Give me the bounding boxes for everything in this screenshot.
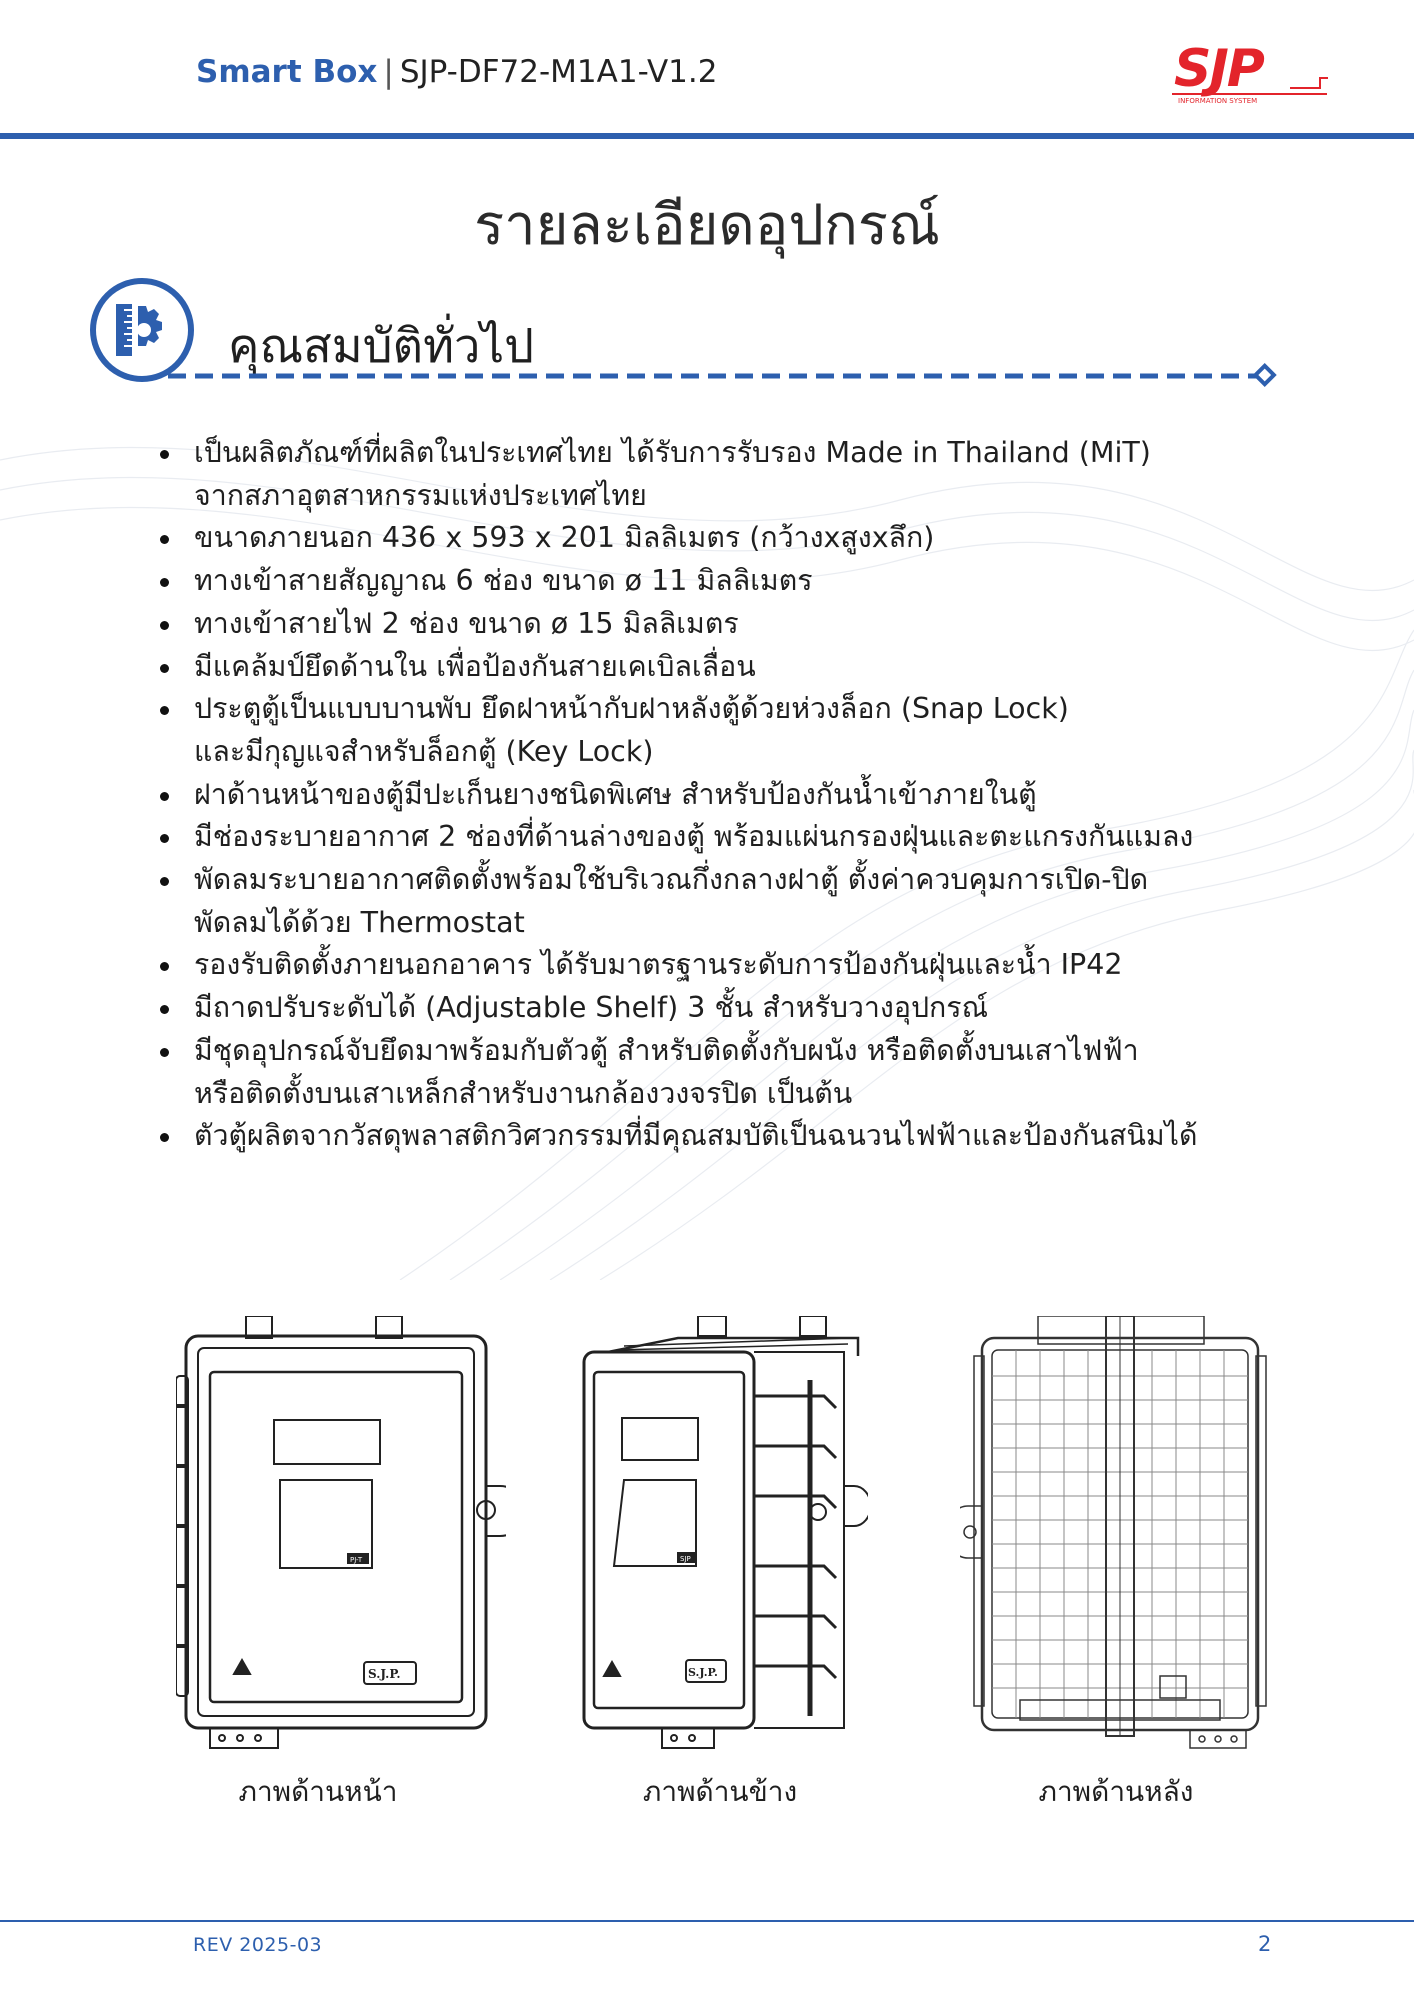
- feature-text: ประตูตู้เป็นแบบบานพับ ยึดฝาหน้ากับฝาหลังตู้ด้วยห่วงล็อก (Snap Lock): [194, 692, 1069, 726]
- section-divider: [168, 362, 1280, 390]
- logo-subtext: INFORMATION SYSTEM: [1178, 97, 1258, 105]
- feature-text: ทางเข้าสายสัญญาณ 6 ช่อง ขนาด ø 11 มิลลิเมตร: [194, 564, 813, 598]
- feature-text: พัดลมระบายอากาศติดตั้งพร้อมใช้บริเวณกึ่งกลางฝาตู้ ตั้งค่าควบคุมการเปิด-ปิด: [194, 863, 1149, 897]
- list-item: [158, 603, 1298, 646]
- side-view-caption: ภาพด้านข้าง: [642, 1775, 798, 1808]
- list-item: [158, 517, 1298, 560]
- side-brand-badge: S.J.P.: [688, 1666, 718, 1679]
- feature-text: เป็นผลิตภัณฑ์ที่ผลิตในประเทศไทย ได้รับการรับรอง Made in Thailand (MiT): [194, 436, 1151, 469]
- back-view-caption: ภาพด้านหลัง: [1038, 1775, 1194, 1808]
- feature-text: ขนาดภายนอก 436 x 593 x 201 มิลลิเมตร (กว้างxสูงxลึก): [194, 521, 935, 555]
- feature-text: และมีกุญแจสำหรับล็อกตู้ (Key Lock): [194, 734, 654, 768]
- list-item: [158, 560, 1298, 603]
- model-number: SJP-DF72-M1A1-V1.2: [399, 54, 718, 90]
- feature-text: ตัวตู้ผลิตจากวัสดุพลาสติกวิศวกรรมที่มีคุณสมบัติเป็นฉนวนไฟฟ้าและป้องกันสนิมได้: [194, 1119, 1198, 1153]
- front-view-drawing: [176, 1316, 506, 1756]
- feature-text: รองรับติดตั้งภายนอกอาคาร ได้รับมาตรฐานระดับการป้องกันฝุ่นและน้ำ IP42: [194, 948, 1123, 982]
- list-item: [158, 987, 1298, 1030]
- list-item: [158, 944, 1298, 987]
- front-view-caption: ภาพด้านหน้า: [238, 1775, 398, 1808]
- header-rule: [0, 133, 1414, 139]
- logo-text: SJP: [1174, 40, 1263, 99]
- list-item: [158, 774, 1298, 817]
- feature-text: จากสภาอุตสาหกรรมแห่งประเทศไทย: [194, 478, 647, 512]
- front-brand-badge: S.J.P.: [368, 1667, 401, 1681]
- sjp-logo: [1172, 40, 1332, 106]
- section-title: คุณสมบัติทั่วไป: [228, 319, 534, 374]
- heading-separator: |: [383, 54, 394, 90]
- page-header: [0, 0, 1414, 136]
- list-item: [158, 1115, 1298, 1158]
- list-item: [158, 1030, 1298, 1115]
- feature-text: มีถาดปรับระดับได้ (Adjustable Shelf) 3 ชั้น สำหรับวางอุปกรณ์: [194, 991, 989, 1025]
- page-number: 2: [1258, 1932, 1272, 1956]
- footer-rule: [0, 1920, 1414, 1922]
- product-name: Smart Box: [196, 54, 378, 90]
- front-device-label: PJ-T: [350, 1556, 363, 1564]
- feature-text: มีแคล้มป์ยึดด้านใน เพื่อป้องกันสายเคเบิลเลื่อน: [194, 649, 756, 683]
- document-heading: [196, 54, 717, 90]
- list-item: [158, 432, 1298, 517]
- feature-text: มีชุดอุปกรณ์จับยึดมาพร้อมกับตัวตู้ สำหรับติดตั้งกับผนัง หรือติดตั้งบนเสาไฟฟ้า: [194, 1033, 1139, 1067]
- back-view-drawing: [960, 1316, 1280, 1756]
- feature-text: มีช่องระบายอากาศ 2 ช่องที่ด้านล่างของตู้ พร้อมแผ่นกรองฝุ่นและตะแกรงกันแมลง: [194, 820, 1194, 854]
- list-item: [158, 646, 1298, 689]
- list-item: [158, 859, 1298, 944]
- feature-text: ทางเข้าสายไฟ 2 ช่อง ขนาด ø 15 มิลลิเมตร: [194, 606, 739, 640]
- feature-text: ฝาด้านหน้าของตู้มีปะเก็นยางชนิดพิเศษ สำหรับป้องกันน้ำเข้าภายในตู้: [194, 777, 1037, 811]
- feature-text: หรือติดตั้งบนเสาเหล็กสำหรับงานกล้องวงจรปิด เป็นต้น: [194, 1076, 853, 1110]
- side-view-drawing: [578, 1316, 868, 1756]
- list-item: [158, 816, 1298, 859]
- revision-label: REV 2025-03: [193, 1934, 323, 1956]
- feature-list: [158, 432, 1298, 1158]
- list-item: [158, 688, 1298, 773]
- side-device-label: SJP: [680, 1555, 691, 1563]
- feature-text: พัดลมได้ด้วย Thermostat: [194, 905, 525, 939]
- page-title: รายละเอียดอุปกรณ์: [474, 193, 940, 258]
